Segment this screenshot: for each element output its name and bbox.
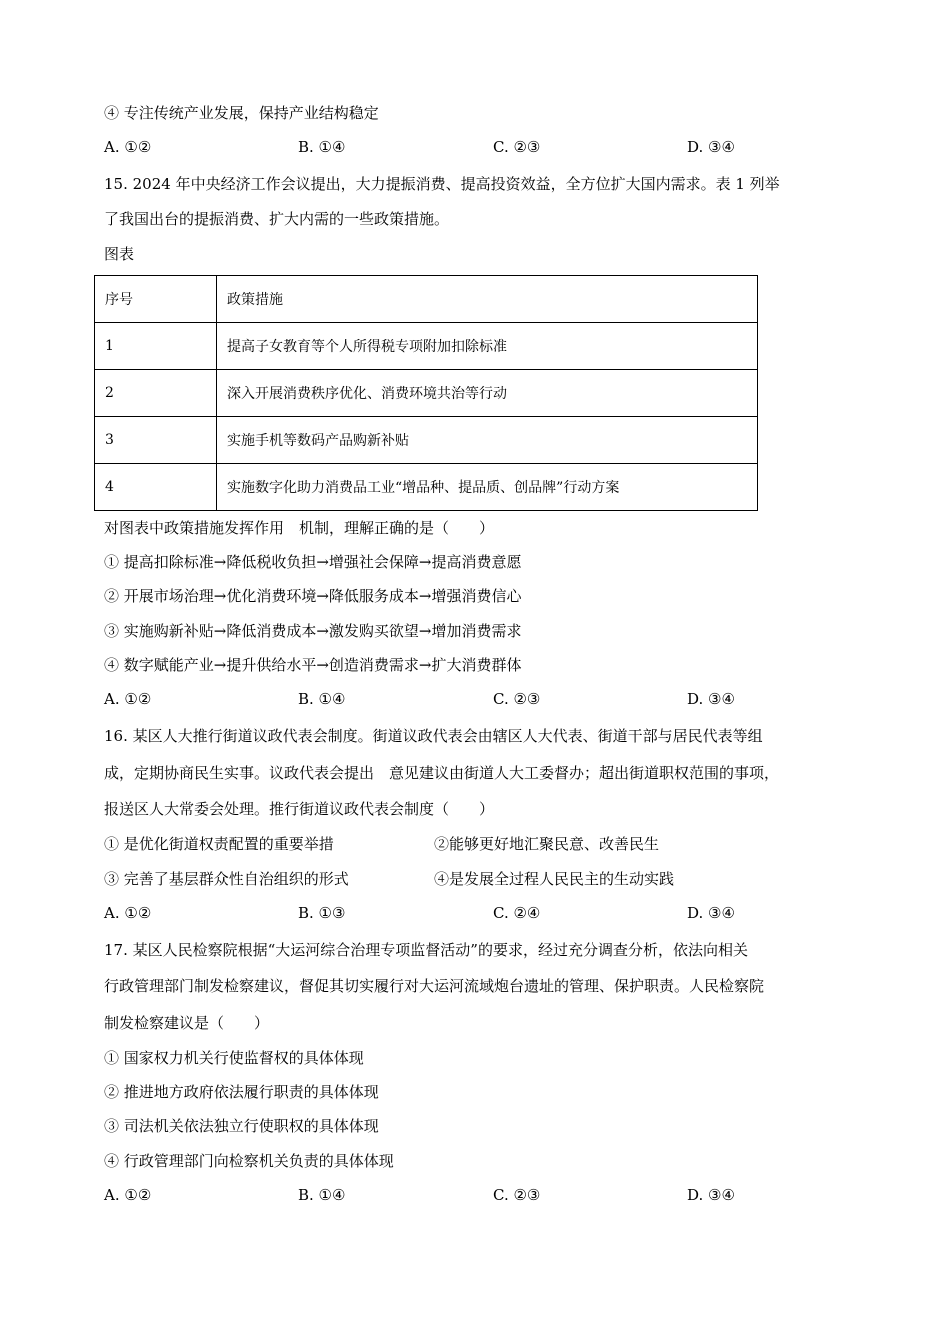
table-row (95, 370, 758, 417)
table-header-row (95, 276, 758, 323)
q16-stem-line-2: 成，定期协商民生实事。议政代表会提出 意见建议由街道人大工委督办；超出街道职权范围的事项， (104, 764, 780, 782)
q15-stem-line-1: 15. 2024 年中央经济工作会议提出，大力提振消费、提高投资效益，全方位扩大国内需求。表 1 列举 (104, 175, 780, 193)
table-cell-index: 2 (95, 370, 217, 417)
table-header-index: 序号 (95, 276, 217, 323)
q17-item-1: ① 国家权力机关行使监督权的具体体现 (104, 1049, 364, 1067)
table-cell-index: 4 (95, 464, 217, 511)
table-cell-policy: 实施数字化助力消费品工业“增品种、提品质、创品牌”行动方案 (217, 464, 758, 511)
q16-item-2: ②能够更好地汇聚民意、改善民生 (434, 835, 660, 853)
q15-figure-label: 图表 (104, 245, 135, 263)
q17-item-2: ② 推进地方政府依法履行职责的具体体现 (104, 1083, 379, 1101)
table-row (95, 323, 758, 370)
q17-option-d: D. ③④ (687, 1186, 735, 1204)
q16-item-4: ④是发展全过程人民民主的生动实践 (434, 870, 675, 888)
q14-option-d: D. ③④ (687, 138, 735, 156)
q14-option-a: A. ①② (104, 138, 152, 156)
q16-options (104, 903, 864, 923)
q16-items-row-2 (104, 869, 864, 889)
q14-option-b: B. ①④ (298, 138, 346, 156)
q17-option-b: B. ①④ (298, 1186, 346, 1204)
policy-table (94, 275, 758, 511)
q17-stem-line-3: 制发检察建议是（ ） (104, 1014, 270, 1032)
q17-stem-line-2: 行政管理部门制发检察建议，督促其切实履行对大运河流域炮台遗址的管理、保护职责。人民检察院 (104, 977, 765, 995)
q17-options (104, 1185, 864, 1205)
q15-item-1: ① 提高扣除标准→降低税收负担→增强社会保障→提高消费意愿 (104, 553, 522, 571)
q15-option-c: C. ②③ (493, 690, 541, 708)
table-row (95, 464, 758, 511)
q14-option-c: C. ②③ (493, 138, 541, 156)
q16-stem-line-3: 报送区人大常委会处理。推行街道议政代表会制度（ ） (104, 800, 495, 818)
table-cell-policy: 实施手机等数码产品购新补贴 (217, 417, 758, 464)
q16-option-a: A. ①② (104, 904, 152, 922)
q17-option-c: C. ②③ (493, 1186, 541, 1204)
table-header-policy: 政策措施 (217, 276, 758, 323)
q16-item-3: ③ 完善了基层群众性自治组织的形式 (104, 870, 349, 888)
q15-question: 对图表中政策措施发挥作用 机制，理解正确的是（ ） (104, 519, 495, 537)
q16-option-d: D. ③④ (687, 904, 735, 922)
table-row (95, 417, 758, 464)
q16-option-b: B. ①③ (298, 904, 346, 922)
q14-item-4: ④ 专注传统产业发展，保持产业结构稳定 (104, 104, 379, 122)
q15-option-a: A. ①② (104, 690, 152, 708)
q15-item-2: ② 开展市场治理→优化消费环境→降低服务成本→增强消费信心 (104, 587, 522, 605)
table-cell-policy: 深入开展消费秩序优化、消费环境共治等行动 (217, 370, 758, 417)
q17-item-4: ④ 行政管理部门向检察机关负责的具体体现 (104, 1152, 394, 1170)
q17-item-3: ③ 司法机关依法独立行使职权的具体体现 (104, 1117, 379, 1135)
table-cell-index: 3 (95, 417, 217, 464)
q17-option-a: A. ①② (104, 1186, 152, 1204)
q15-stem-line-2: 了我国出台的提振消费、扩大内需的一些政策措施。 (104, 210, 450, 228)
q16-stem-line-1: 16. 某区人大推行街道议政代表会制度。街道议政代表会由辖区人大代表、街道干部与居民代表等组 (104, 727, 763, 745)
q16-items-row-1 (104, 834, 864, 854)
q15-item-4: ④ 数字赋能产业→提升供给水平→创造消费需求→扩大消费群体 (104, 656, 522, 674)
table-cell-policy: 提高子女教育等个人所得税专项附加扣除标准 (217, 323, 758, 370)
q16-item-1: ① 是优化街道权责配置的重要举措 (104, 835, 334, 853)
table-cell-index: 1 (95, 323, 217, 370)
q17-stem-line-1: 17. 某区人民检察院根据“大运河综合治理专项监督活动”的要求，经过充分调查分析，依法向相关 (104, 941, 748, 959)
q15-option-b: B. ①④ (298, 690, 346, 708)
q15-options (104, 689, 864, 709)
q14-options (104, 137, 864, 157)
q15-item-3: ③ 实施购新补贴→降低消费成本→激发购买欲望→增加消费需求 (104, 622, 522, 640)
q16-option-c: C. ②④ (493, 904, 541, 922)
q15-option-d: D. ③④ (687, 690, 735, 708)
